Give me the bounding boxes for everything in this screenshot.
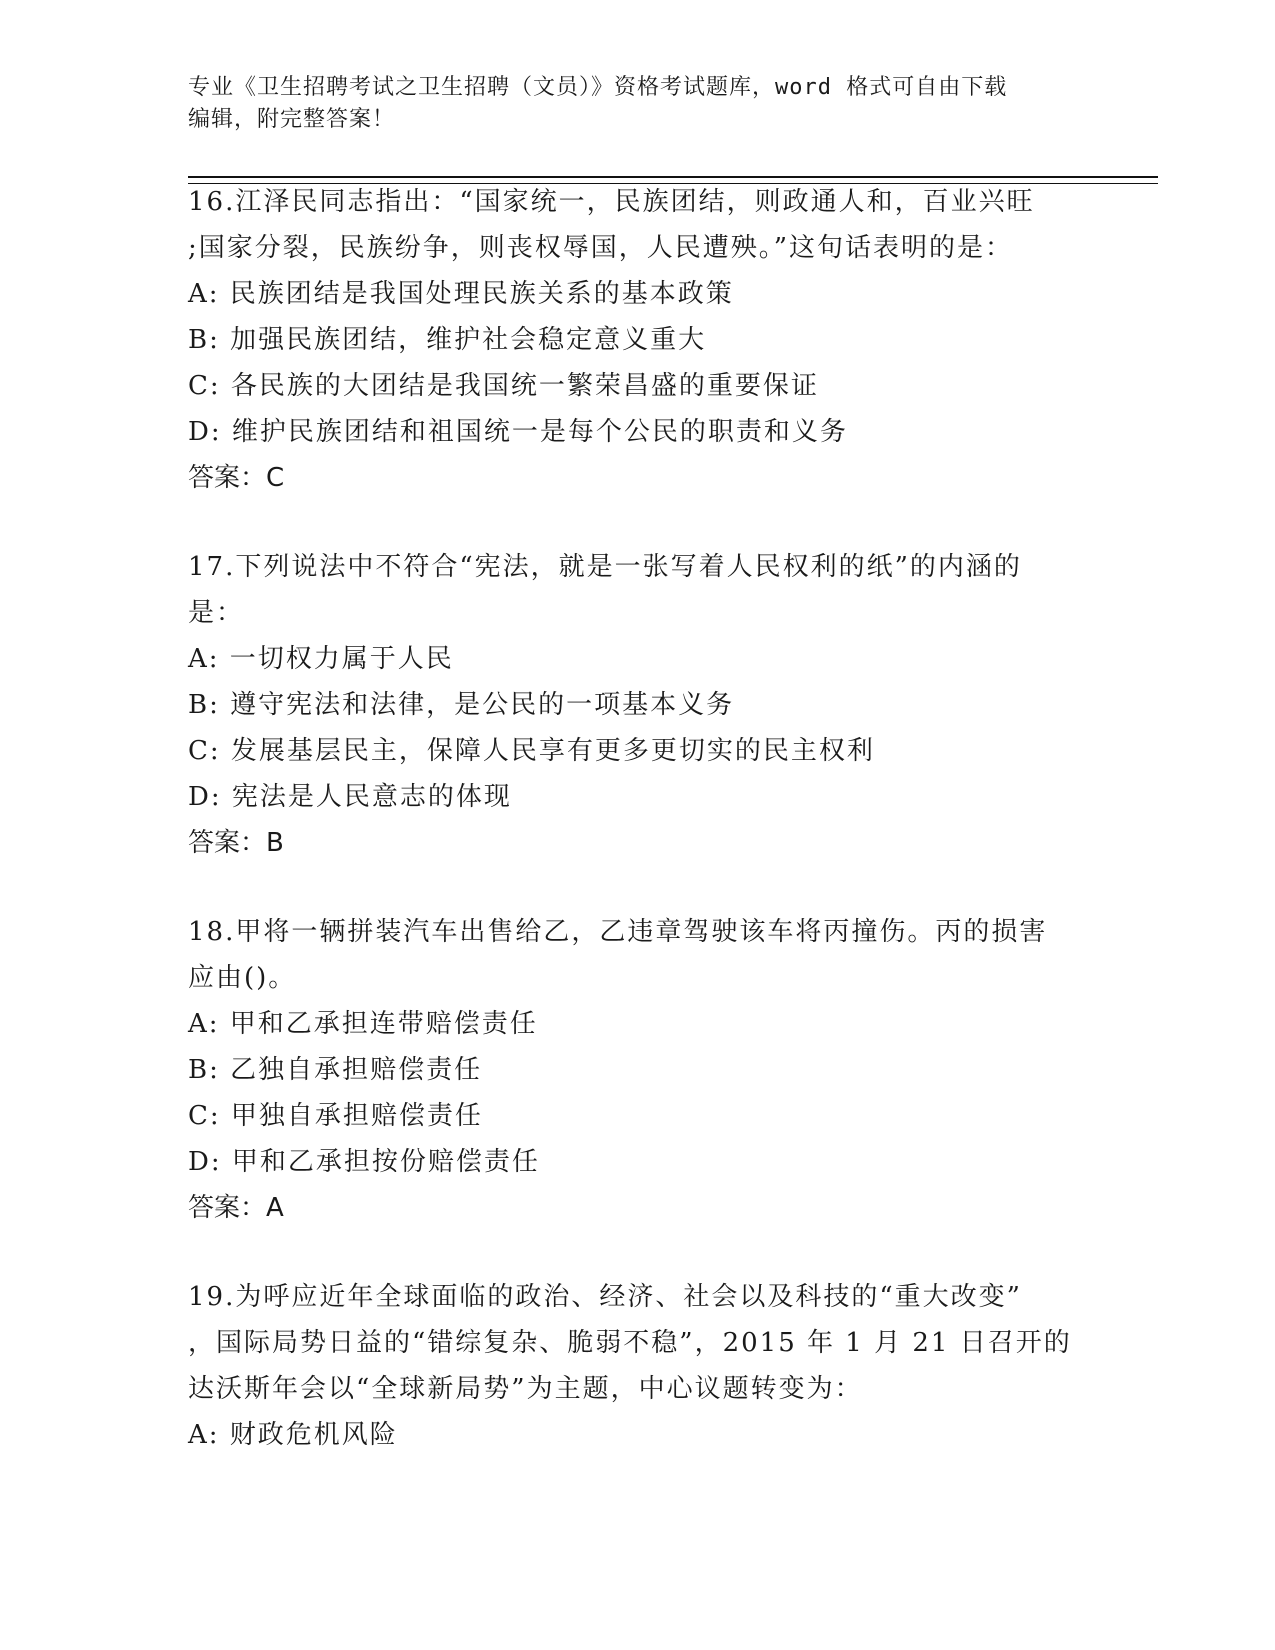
- question-stem-line: 18.甲将一辆拼装汽车出售给乙，乙违章驾驶该车将丙撞伤。丙的损害: [188, 917, 1048, 947]
- question-stem-line: 达沃斯年会以“全球新局势”为主题，中心议题转变为：: [188, 1374, 863, 1404]
- option-b: B: 加强民族团结，维护社会稳定意义重大: [188, 325, 707, 355]
- option-a: A: 民族团结是我国处理民族关系的基本政策: [188, 279, 734, 309]
- option-b: B: 乙独自承担赔偿责任: [188, 1055, 483, 1085]
- option-d: D: 维护民族团结和祖国统一是每个公民的职责和义务: [188, 417, 848, 447]
- question-stem-line: 16.江泽民同志指出：“国家统一，民族团结，则政通人和，百业兴旺: [188, 187, 1035, 217]
- question-stem-line: 19.为呼应近年全球面临的政治、经济、社会以及科技的“重大改变”: [188, 1282, 1022, 1312]
- question-17: [188, 544, 1088, 866]
- option-d: D: 甲和乙承担按份赔偿责任: [188, 1147, 540, 1177]
- option-a: A: 甲和乙承担连带赔偿责任: [188, 1009, 538, 1039]
- question-stem-line: 应由()。: [188, 963, 297, 993]
- option-a: A: 财政危机风险: [188, 1420, 398, 1450]
- question-stem-line: 是：: [188, 598, 245, 628]
- answer-label: 答案：A: [188, 1193, 284, 1223]
- question-stem-line: ，国际局势日益的“错综复杂、脆弱不稳”，2015 年 1 月 21 日召开的: [188, 1328, 1072, 1358]
- document-header: [188, 72, 1068, 136]
- question-stem-line: 17.下列说法中不符合“宪法，就是一张写着人民权利的纸”的内涵的: [188, 552, 1022, 582]
- answer-label: 答案：B: [188, 828, 284, 858]
- header-line-2: 编辑，附完整答案！: [188, 107, 396, 132]
- option-c: C: 发展基层民主，保障人民享有更多更切实的民主权利: [188, 736, 875, 766]
- option-a: A: 一切权力属于人民: [188, 644, 454, 674]
- answer-label: 答案：C: [188, 463, 285, 493]
- question-19: [188, 1274, 1088, 1458]
- header-line-1: 专业《卫生招聘考试之卫生招聘（文员）》资格考试题库，word 格式可自由下载: [188, 75, 1008, 100]
- header-divider-thick: [188, 176, 1158, 178]
- option-c: C: 各民族的大团结是我国统一繁荣昌盛的重要保证: [188, 371, 819, 401]
- question-stem-line: ;国家分裂，民族纷争，则丧权辱国，人民遭殃。”这句话表明的是：: [188, 233, 1014, 263]
- question-16: [188, 179, 1088, 501]
- option-b: B: 遵守宪法和法律，是公民的一项基本义务: [188, 690, 735, 720]
- question-18: [188, 909, 1088, 1231]
- option-d: D: 宪法是人民意志的体现: [188, 782, 512, 812]
- option-c: C: 甲独自承担赔偿责任: [188, 1101, 483, 1131]
